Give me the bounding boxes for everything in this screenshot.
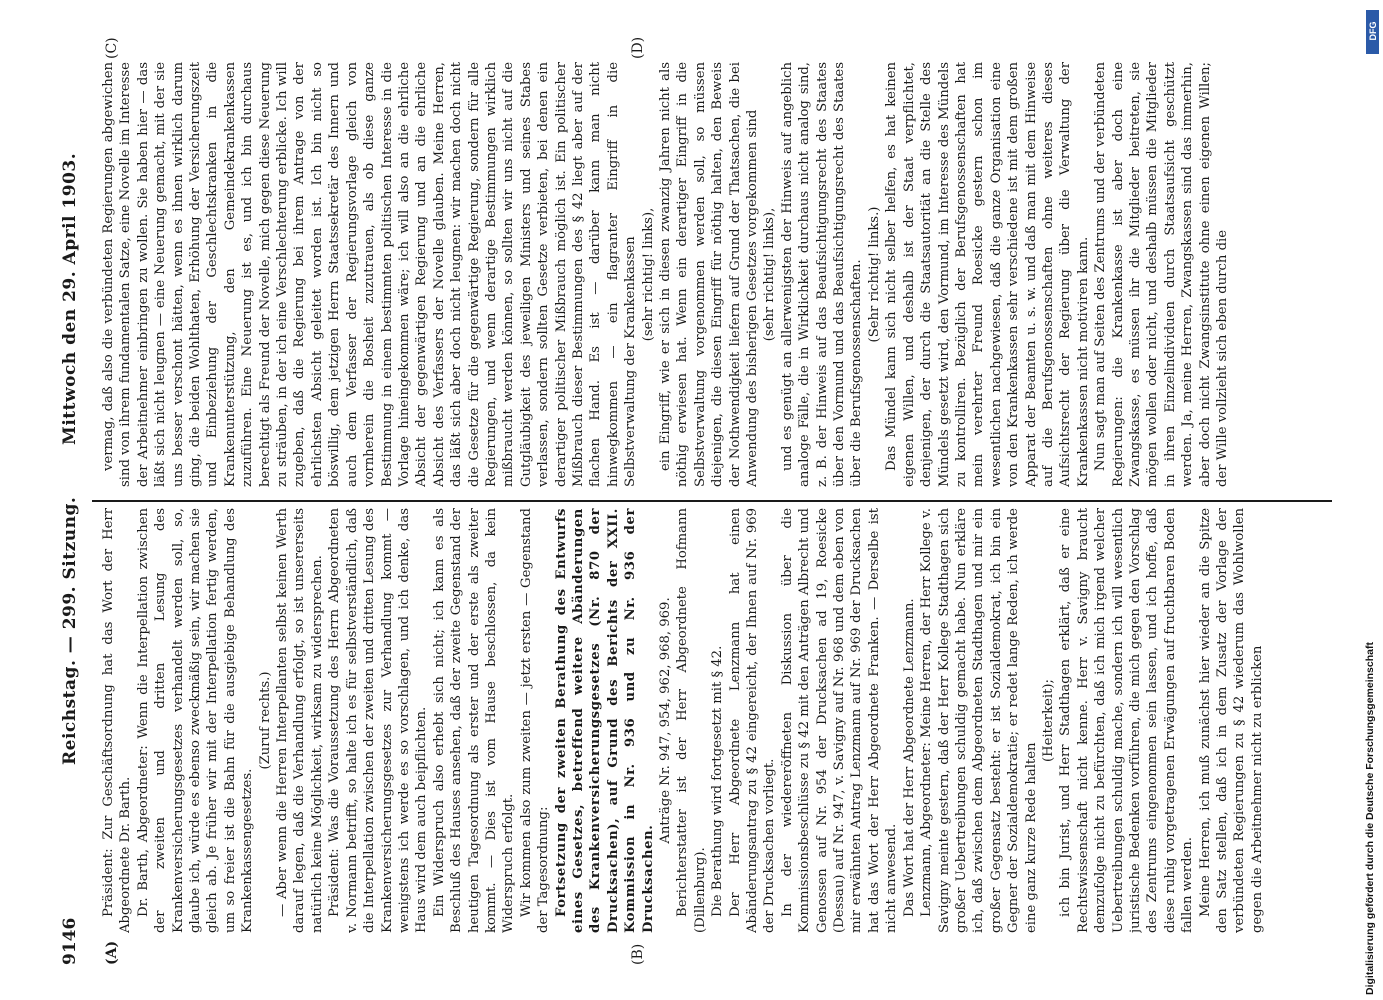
margin-marker-a: (A) — [104, 940, 120, 965]
margin-marker-d: (D) — [630, 36, 646, 59]
interjection: (sehr richtig! links), — [640, 207, 656, 342]
interjection: (Heiterkeit); — [1040, 679, 1056, 762]
paragraph: Präsident: Zur Geschäftsordnung hat das Wort der Herr Abgeordnete Dr. Barth. — [101, 508, 134, 933]
agenda-item: Fortsetzung der zweiten Berathung des Entwurfs eines Gesetzes, betreffend weitere Abänderungen des Krankenversicherungsgesetzes (Nr. 870 der Drucksachen), auf Grund des Berichts der XXII. Kommission in Nr. 936 und zu Nr. 936 der Drucksachen. — [553, 508, 656, 933]
digitization-notice: Digitalisierung gefördert durch die Deutsche Forschungsgemeinschaft — [1364, 642, 1376, 995]
dfg-logo-text: DFG — [1368, 21, 1378, 41]
paragraph: Nun sagt man auf Seiten des Zentrums und der verbündeten Regierungen: die Krankenkasse ist aber doch eine Zwangskasse, es müssen ihr die Mitglieder beitreten, sie mögen wollen oder nicht, und deshalb müssen die Mitglieder in ihren Einzelindividuen durch Staatsaufsicht geschützt werden. Ja, meine Herren, Zwangskassen sind das immerhin, aber doch nicht Zwangsinstitute ohne einen eigenen Willen; der Wille vollzieht sich eben durch die — [1093, 62, 1230, 487]
paragraph: Meine Herren, ich muß zunächst hier wieder an die Spitze den Satz stellen, daß ich in dem Zusatz der Vorlage der verbündeten Regierungen zu § 42 wiederum das Wohlwollen gegen die Arbeitnehmer nicht zu erblicken — [1197, 508, 1265, 933]
paragraph: Der Herr Abgeordnete Lenzmann hat einen Abänderungsantrag zu § 42 eingereicht, der Ihnen auf Nr. 969 der Drucksachen vorliegt. — [727, 508, 778, 933]
column-divider — [92, 500, 1332, 502]
margin-marker-b: (B) — [630, 943, 646, 965]
paragraph: Dr. Barth, Abgeordneter: Wenn die Interpellation zwischen der zweiten und dritten Lesung des Krankenversicherungsgesetzes verhandelt werden soll, so, glaube ich, würde es ebenso zweckmäßig sein, wir machen sie gleich ab. Je früher wir mit der Interpellation fertig werden, um so freier ist die Bahn für die ausgiebige Behandlung des Krankenkassengesetzes. — [135, 508, 256, 933]
right-column — [100, 62, 1320, 487]
interjection: (sehr richtig! links), — [762, 207, 778, 342]
paragraph: ein Eingriff, wie er sich in diesen zwanzig Jahren nicht als nöthig erwiesen hat. Wenn ein derartiger Eingriff in die Selbstverwaltung vorgenommen werden soll, so müssen diejenigen, die diesen Eingriff für nöthig halten, den Beweis der Nothwendigkeit liefern auf Grund der Thatsachen, die bei Anwendung des bisherigen Gesetzes vorgekommen sind — [658, 62, 761, 487]
paragraph: Wir kommen also zum zweiten — jetzt ersten — Gegenstand der Tagesordnung: — [518, 508, 552, 933]
page-number: 9146 — [60, 917, 80, 965]
header-right-title: Mittwoch den 29. April 1903. — [60, 152, 80, 445]
paragraph: Das Wort hat der Herr Abgeordnete Lenzmann. — [901, 598, 917, 917]
paragraph: Das Mündel kann sich nicht selber helfen, es hat keinen eigenen Willen, und deshalb ist der Staat verpflichtet, denjenigen, der durch die Staatsautorität an die Stelle des Mündels gesetzt wird, den Vormund, im Interesse des Mündels zu kontrolliren. Bezüglich der Berufsgenossenschaften hat mein verehrter Freund Roesicke gestern schon im wesentlichen nachgewiesen, daß die ganze Organisation eine von den Krankenkassen sehr verschiedene ist mit dem großen Apparat der Beamten u. s. w. und daß man mit dem Hinweise auf die Berufsgenossenschaften ohne weiteres dieses Aufsichtsrecht der Regierung über die Verwaltung der Krankenkassen nicht motiviren kann. — [884, 62, 1091, 487]
paragraph: In der wiedereröffneten Diskussion über die Kommissionsbeschlüsse zu § 42 mit den Anträgen Albrecht und Genossen auf Nr. 954 der Drucksachen ad 19, Roesicke (Dessau) auf Nr. 947, v. Savigny auf Nr. 968 und dem eben von mir erwähnten Antrag Lenzmann auf Nr. 969 der Drucksachen hat das Wort der Herr Abgeordnete Franken. — Derselbe ist nicht anwesend. — [779, 508, 900, 933]
margin-marker-c: (C) — [104, 37, 120, 59]
paragraph: Ein Widerspruch also erhebt sich nicht; ich kann es als Beschluß des Hauses ansehen, daß der zweite Gegenstand der heutigen Tagesordnung als erster und der erste als zweiter kommt. — Dies ist vom Hause beschlossen, da kein Widerspruch erfolgt. — [431, 508, 517, 933]
paragraph: Die Berathung wird fortgesetzt mit § 42. — [710, 645, 726, 917]
rotated-newspaper-page — [34, 35, 1344, 965]
paragraph: Berichterstatter ist der Herr Abgeordnete Hofmann (Dillenburg). — [675, 508, 708, 933]
interjection: (Zuruf rechts.) — [257, 671, 273, 770]
interjection: (Sehr richtig! links.) — [866, 206, 882, 343]
paragraph: und es genügt an allerwenigsten der Hinweis auf angeblich analoge Fälle, die in Wirklichkeit durchaus nicht analog sind, z. B. der Hinweis auf das Beaufsichtigungsrecht des Staates über den Vormund und das Beaufsichtigungsrecht des Staates über die Berufsgenossenschaften. — [779, 62, 865, 487]
paragraph: Präsident: Was die Voraussetzung des Herrn Abgeordneten v. Normann betrifft, so halte ich es für selbstverständlich, daß die Interpellation zwischen der zweiten und dritten Lesung des Krankenversicherungsgesetzes zur Verhandlung kommt — wenigstens ich werde es so vorschlagen, und ich denke, das Haus wird dem auch beipflichten. — [327, 508, 430, 933]
dfg-logo — [1366, 10, 1379, 54]
motions-line: Anträge Nr. 947, 954, 962, 968, 969. — [658, 597, 673, 844]
paragraph: — Aber wenn die Herren Interpellanten selbst keinen Werth darauf legen, daß die Verhandlung erfolgt, so ist unsererseits natürlich keine Möglichkeit, wirksam zu widersprechen. — [275, 508, 325, 933]
page-header — [60, 35, 90, 965]
header-left-title: Reichstag. — 299. Sitzung. — [60, 496, 80, 765]
paragraph: Lenzmann, Abgeordneter: Meine Herren, der Herr Kollege v. Savigny meinte gestern, daß der Herr Kollege Stadthagen sich großer Uebertreibungen schuldig gemacht habe. Nun erkläre ich, daß zwischen dem Abgeordneten Stadthagen und mir ein großer Gegensatz besteht: er ist Sozialdemokrat, ich bin ein Gegner der Sozialdemokratie; er redet lange Reden, ich werde eine ganz kurze Rede halten — [919, 508, 1039, 933]
paragraph: ich bin Jurist, und Herr Stadthagen erklärt, daß er eine Rechtswissenschaft nicht kenne. Herr v. Savigny braucht demzufolge nicht zu befürchten, daß ich mich irgend welcher Uebertreibungen schuldig mache, sondern ich will wesentlich juristische Bedenken vorführen, die mich gegen den Vorschlag des Zentrums eingenommen sein lassen, und ich hoffe, daß diese ruhig vorgetragenen Erwägungen auf fruchtbaren Boden fallen werden. — [1058, 508, 1196, 933]
left-column — [100, 508, 1320, 933]
paragraph: vermag, daß also die verbündeten Regierungen abgewichen sind von ihrem fundamentalen Satze, eine Novelle im Interesse der Arbeitnehmer einbringen zu wollen. Sie haben hier — das läßt sich nicht leugnen — eine Neuerung gemacht, mit der sie uns besser verschont hätten, wenn es ihnen wirklich darum ging, die beiden Wohlthaten, Erhöhung der Versicherungszeit und Einbeziehung der Geschlechtskranken in die Krankenunterstützung, den Gemeindekrankenkassen zuzuführen. Eine Neuerung ist es, und ich bin durchaus berechtigt als Freund der Novelle, mich gegen diese Neuerung zu sträuben, in der ich eine Verschlechterung erblicke. Ich will zugeben, daß die Regierung bei ihrem Antrage von der ehrlichsten Absicht geleitet worden ist. Ich bin nicht so böswillig, dem jetzigen Herrn Staatssekretär des Innern und auch dem Verfasser der Regierungsvorlage gleich von vornherein die Bosheit zuzutrauen, als ob diese ganze Bestimmung in einem bestimmten politischen Interesse in die Vorlage hineingekommen wäre; ich will also an die ehrliche Absicht der gegenwärtigen Regierung und an die ehrliche Absicht des Verfassers der Novelle glauben. Meine Herren, das läßt sich aber doch nicht leugnen: wir machen doch nicht die Gesetze für die gegenwärtige Regierung, sondern für alle Regierungen, und wenn derartige Bestimmungen wirklich mißbraucht werden können, so sollten wir uns nicht auf die Gutgläubigkeit des jeweiligen Ministers und seines Stabes verlassen, sondern sollten Gesetze verbieten, bei denen ein derartiger politischer Mißbrauch möglich ist. Ein politischer Mißbrauch dieser Bestimmungen des § 42 liegt aber auf der flachen Hand. Es ist — darüber kann man nicht hinwegkommen — ein flagranter Eingriff in die Selbstverwaltung der Krankenkassen — [101, 62, 639, 487]
